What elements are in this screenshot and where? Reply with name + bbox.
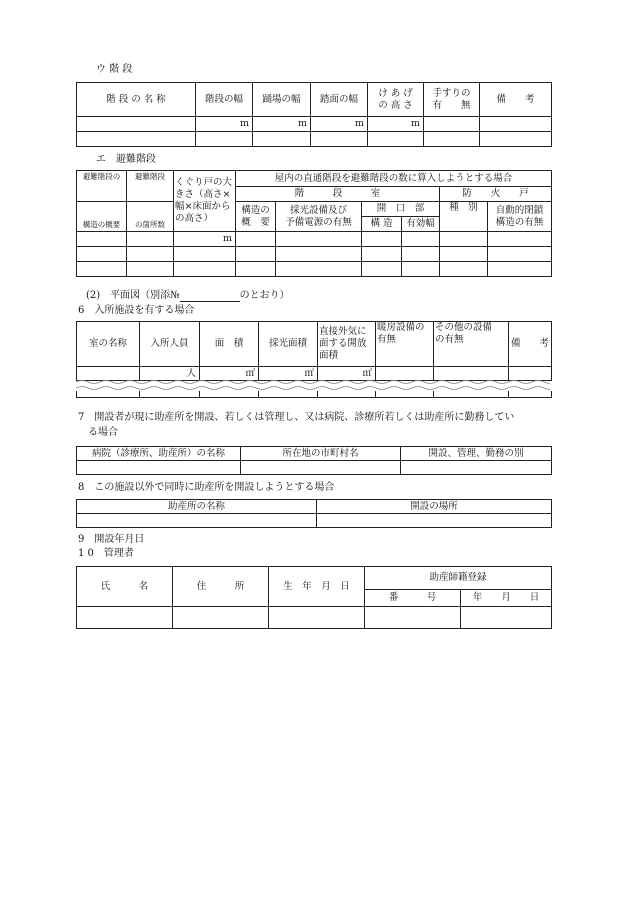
sec6-h-people: 入所人員	[140, 322, 200, 367]
stairs-h-width: 階段の幅	[196, 83, 253, 117]
sec8-table	[76, 499, 552, 528]
sec10-h-birth: 生 年 月 日	[269, 567, 365, 607]
table-row	[77, 461, 552, 475]
evac-h-group: 屋内の直通階段を避難階段の数に算入しようとする場合	[236, 171, 552, 187]
sec6-unit-area: ㎡	[259, 367, 318, 381]
stairs-heading: ウ 階 段	[96, 64, 133, 75]
sec6-h-room: 室の名称	[77, 322, 140, 367]
table-row	[77, 262, 552, 277]
sec6-unit-area: ㎡	[200, 367, 259, 381]
sec6-unit-person: 人	[140, 367, 200, 381]
table-row	[77, 132, 552, 147]
evac-h-autoclose: 自動的閉鎖 構造の有無	[488, 202, 552, 232]
sec10-heading: 1 0 管理者	[78, 548, 134, 559]
stairs-h-note: 備 考	[480, 83, 552, 117]
sec10-h-address: 住 所	[173, 567, 269, 607]
sec7-heading-line1: 7 開設者が現に助産所を開設、若しくは管理し、又は病院、診療所若しくは助産所に勤務してい	[78, 412, 515, 423]
sec7-heading-line2: る場合	[88, 427, 118, 438]
sec10-table	[76, 566, 552, 629]
table-row	[77, 117, 552, 132]
stairs-h-name: 階 段 の 名 称	[77, 83, 196, 117]
evac-h-open-width: 有効幅	[402, 217, 440, 232]
sec6-heading: 6 入所施設を有する場合	[78, 305, 195, 316]
stairs-h-riser: け あ げ の 高 さ	[368, 83, 424, 117]
table-row	[77, 514, 552, 528]
stairs-unit: m	[253, 117, 311, 132]
evac-h-count1: 避難階段	[127, 171, 174, 202]
sec6-h-area: 面 積	[200, 322, 259, 367]
evac-h-stairroom: 階 段 室	[236, 187, 440, 202]
stairs-h-tread: 踏面の幅	[311, 83, 368, 117]
evac-h-firedoor: 防 火 戸	[440, 187, 552, 202]
table-row	[77, 247, 552, 262]
sec10-h-date: 年 月 日	[461, 590, 552, 607]
stairs-h-handrail: 手すりの 有 無	[424, 83, 480, 117]
sec10-h-registry: 助産師籍登録	[365, 567, 552, 590]
stairs-unit: m	[368, 117, 424, 132]
sec10-h-name: 氏 名	[77, 567, 173, 607]
sec8-h-place: 開設の場所	[317, 500, 552, 514]
evac-h-kind: 種 別	[440, 202, 488, 232]
sec6-unit-area: ㎡	[318, 367, 376, 381]
sec6-h-light: 採光面積	[259, 322, 318, 367]
sec6-h-note: 備 考	[509, 322, 552, 367]
stairs-table	[76, 82, 552, 147]
evac-h-struct2: 構造の概要	[77, 202, 127, 232]
plan-number-blank	[180, 291, 240, 302]
stairs-unit: m	[196, 117, 253, 132]
evac-h-wicket: くぐり戸の大 きさ（高さ× 幅×床面から の高さ）	[174, 171, 236, 232]
sec9-heading: 9 開設年月日	[78, 534, 145, 545]
plan-line: (2) 平面図（別添№ のとおり）	[86, 290, 290, 301]
evac-h-struct1: 避難階段の	[77, 171, 127, 202]
evac-h-open-struct: 構 造	[362, 217, 402, 232]
evac-table	[76, 170, 552, 277]
sec6-h-heating: 暖房設備の 有無	[376, 322, 434, 367]
sec6-h-open: 直接外気に 面する開放 面積	[318, 322, 376, 367]
sec8-heading: 8 この施設以外で同時に助産所を開設しようとする場合	[78, 482, 335, 493]
stairs-unit: m	[311, 117, 368, 132]
table-row	[77, 391, 552, 397]
sec10-h-number: 番 号	[365, 590, 461, 607]
sec7-h-kind: 開設、管理、勤務の別	[401, 447, 552, 461]
evac-h-count2: の箇所数	[127, 202, 174, 232]
evac-h-structure: 構造の 概 要	[236, 202, 276, 232]
sec6-h-other: その他の設備 の有無	[434, 322, 509, 367]
evac-h-opening: 開 口 部	[362, 202, 440, 217]
table-row	[77, 607, 552, 629]
sec6-table-tail	[76, 391, 552, 398]
sec7-table	[76, 446, 552, 475]
evac-h-lighting: 採光設備及び 予備電源の有無	[276, 202, 362, 232]
evac-unit: m	[174, 232, 236, 247]
sec6-table	[76, 321, 552, 381]
stairs-h-landing: 踊場の幅	[253, 83, 311, 117]
evac-heading: エ 避難階段	[96, 154, 156, 165]
table-row	[77, 232, 552, 247]
sec7-h-name: 病院（診療所、助産所）の名称	[77, 447, 241, 461]
sec7-h-city: 所在地の市町村名	[241, 447, 401, 461]
sec8-h-name: 助産所の名称	[77, 500, 317, 514]
